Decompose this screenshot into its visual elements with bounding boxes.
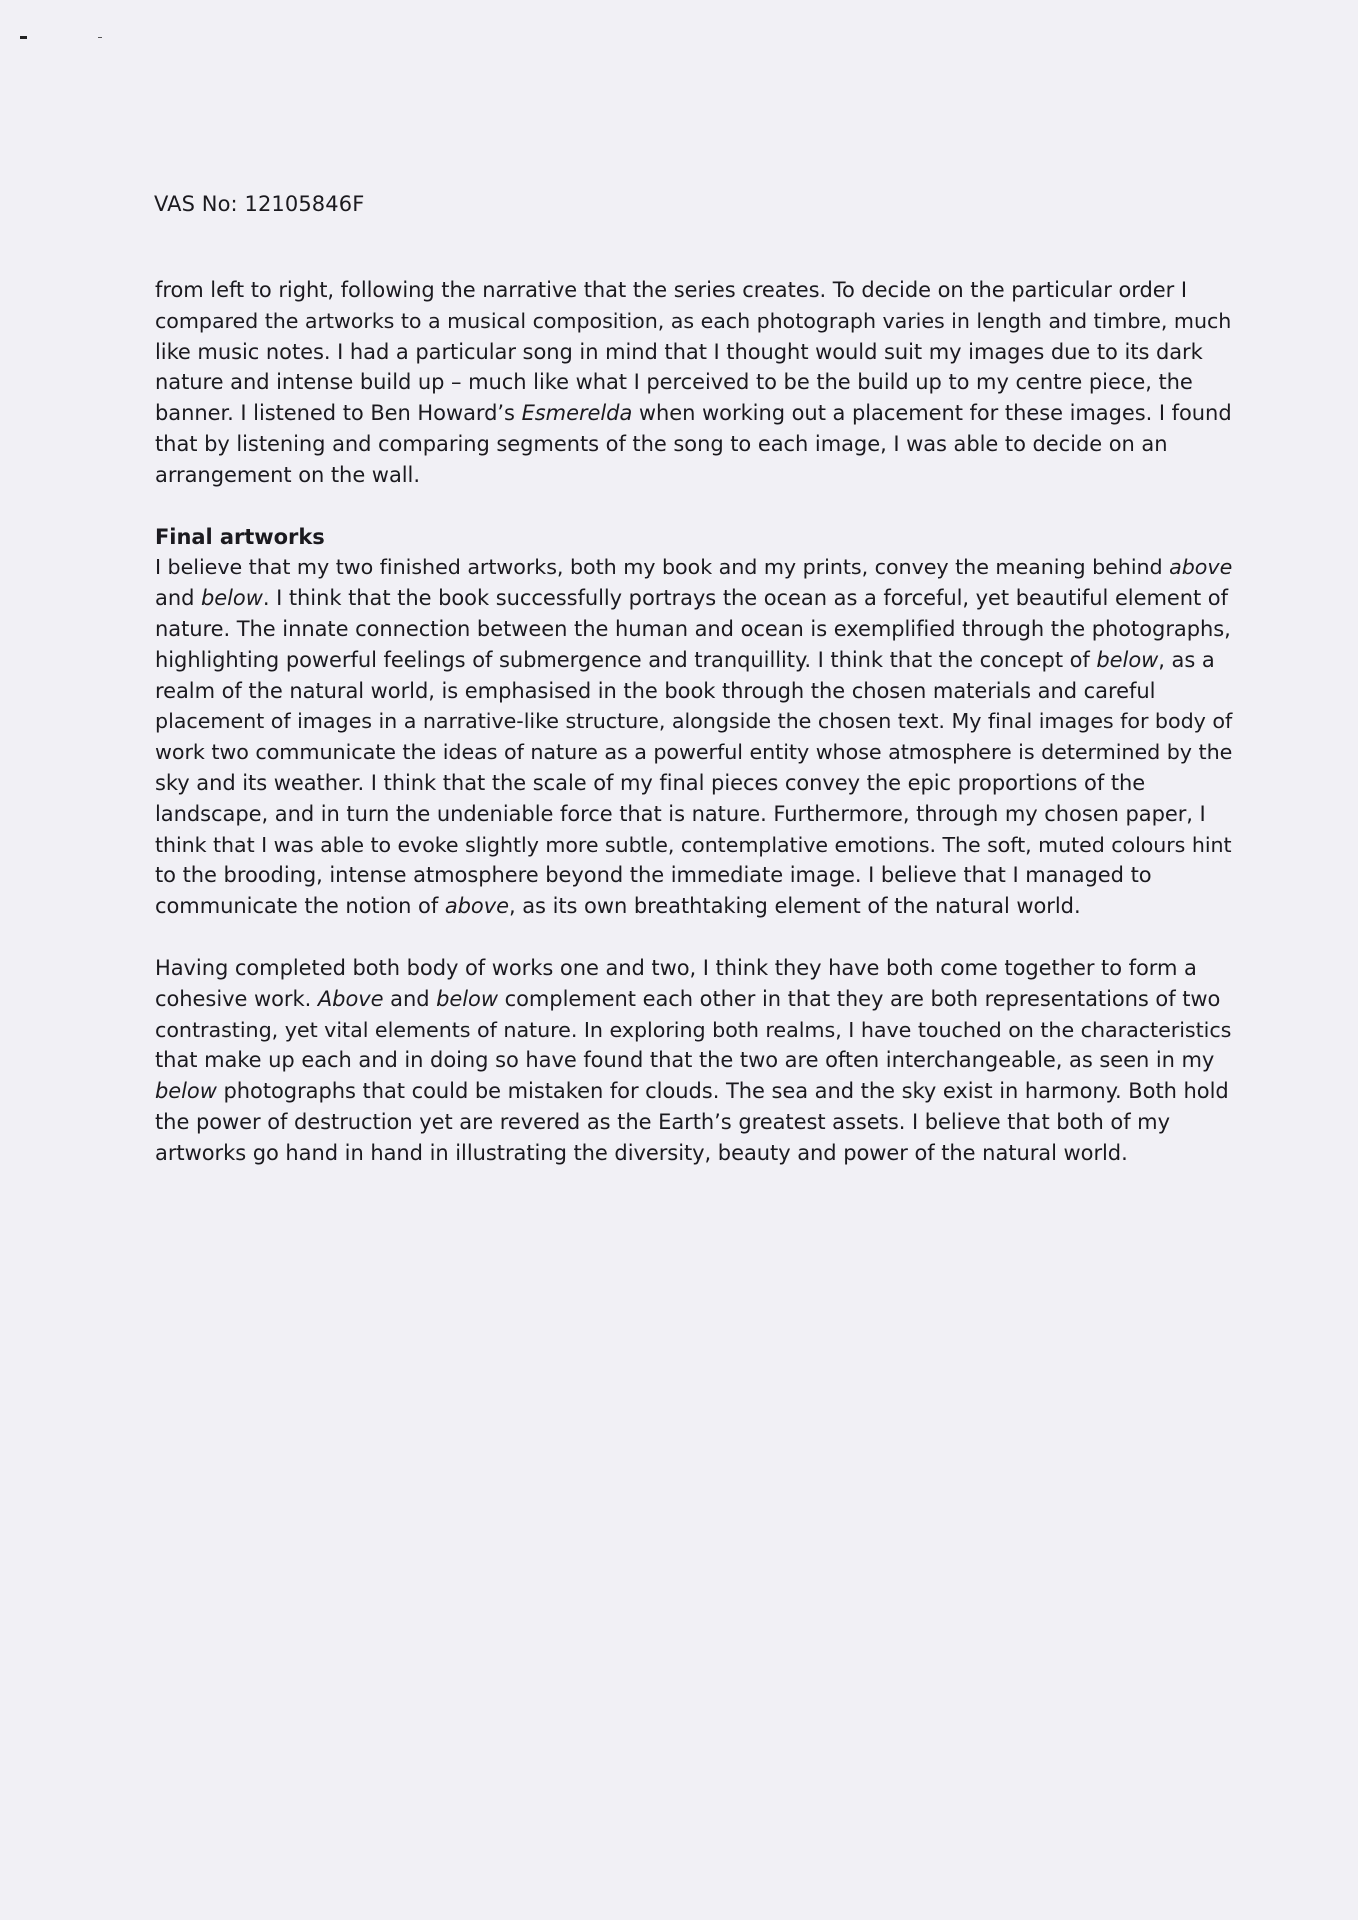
text-segment: and bbox=[155, 586, 201, 611]
scan-mark bbox=[20, 36, 27, 39]
italic-text: below bbox=[436, 986, 498, 1011]
italic-text: Esmerelda bbox=[521, 401, 633, 426]
document-body bbox=[155, 275, 1235, 1169]
text-segment: the power of destruction yet are revered as the Earth’s greatest assets. I believe that both of my bbox=[155, 1109, 1170, 1134]
text-segment: I believe that my two finished artworks, both my book and my prints, convey the meaning behind bbox=[155, 555, 1170, 580]
text-segment: landscape, and in turn the undeniable force that is nature. Furthermore, through my chosen paper, I bbox=[155, 801, 1206, 826]
text-line bbox=[155, 860, 1235, 891]
text-line bbox=[155, 1015, 1235, 1046]
text-line bbox=[155, 1076, 1235, 1107]
text-line bbox=[155, 460, 1235, 491]
text-segment: realm of the natural world, is emphasised in the book through the chosen materials and careful bbox=[155, 678, 1156, 703]
text-line bbox=[155, 891, 1235, 922]
text-line bbox=[155, 1045, 1235, 1076]
text-segment: when working out a placement for these images. I found bbox=[632, 401, 1232, 426]
text-segment: , as a bbox=[1158, 647, 1215, 672]
text-line bbox=[155, 676, 1235, 707]
text-segment: nature. The innate connection between the human and ocean is exemplified through the photographs, bbox=[155, 616, 1231, 641]
text-line bbox=[155, 984, 1235, 1015]
text-segment: banner. I listened to Ben Howard’s bbox=[155, 401, 522, 426]
text-segment: arrangement on the wall. bbox=[155, 462, 420, 487]
text-line bbox=[155, 306, 1235, 337]
text-segment: cohesive work. bbox=[155, 986, 318, 1011]
italic-text: below bbox=[155, 1079, 217, 1104]
text-line bbox=[155, 645, 1235, 676]
text-line bbox=[155, 398, 1235, 429]
text-segment: from left to right, following the narrative that the series creates. To decide on the particular order I bbox=[155, 278, 1187, 302]
text-segment: contrasting, yet vital elements of nature. In exploring both realms, I have touched on the characteristics bbox=[155, 1017, 1232, 1042]
text-segment: that by listening and comparing segments of the song to each image, I was able to decide on an bbox=[155, 431, 1168, 456]
text-line bbox=[155, 1107, 1235, 1138]
text-segment: complement each other in that they are both representations of two bbox=[497, 986, 1221, 1011]
text-line bbox=[155, 830, 1235, 861]
text-segment: , as its own breathtaking element of the natural world. bbox=[508, 894, 1081, 919]
text-line bbox=[155, 953, 1235, 984]
paragraph-gap bbox=[155, 922, 1235, 953]
paragraph bbox=[155, 275, 1235, 491]
italic-text: below bbox=[200, 586, 263, 611]
text-segment: nature and intense build up – much like what I perceived to be the build up to my centre piece, the bbox=[155, 370, 1193, 395]
italic-text: Above bbox=[317, 986, 384, 1011]
text-segment: work two communicate the ideas of nature as a powerful entity whose atmosphere is determined by the bbox=[155, 740, 1233, 765]
paragraph bbox=[155, 953, 1235, 1169]
italic-text: above bbox=[444, 894, 509, 919]
text-line bbox=[155, 337, 1235, 368]
italic-text: above bbox=[1169, 555, 1233, 580]
text-segment: artworks go hand in hand in illustrating the diversity, beauty and power of the natural world. bbox=[155, 1140, 1128, 1165]
text-segment: that make up each and in doing so have found that the two are often interchangeable, as seen in my bbox=[155, 1048, 1215, 1073]
text-segment: think that I was able to evoke slightly more subtle, contemplative emotions. The soft, muted colours hint bbox=[155, 832, 1232, 857]
scan-mark bbox=[98, 37, 102, 38]
text-line bbox=[155, 799, 1235, 830]
text-line bbox=[155, 367, 1235, 398]
paragraph bbox=[155, 522, 1235, 922]
text-line bbox=[155, 706, 1235, 737]
text-segment: and bbox=[383, 986, 437, 1011]
vas-number: VAS No: 12105846F bbox=[154, 192, 365, 216]
text-segment: to the brooding, intense atmosphere beyond the immediate image. I believe that I managed to bbox=[155, 863, 1152, 888]
text-segment: communicate the notion of bbox=[155, 894, 445, 919]
text-segment: sky and its weather. I think that the scale of my final pieces convey the epic proportions of the bbox=[155, 770, 1146, 795]
text-segment: placement of images in a narrative-like structure, alongside the chosen text. My final images for body of bbox=[155, 709, 1233, 734]
text-line bbox=[155, 429, 1235, 460]
text-segment: . I think that the book successfully portrays the ocean as a forceful, yet beautiful element of bbox=[262, 586, 1228, 611]
text-segment: Having completed both body of works one and two, I think they have both come together to form a bbox=[155, 955, 1197, 980]
text-line bbox=[155, 768, 1235, 799]
text-segment: photographs that could be mistaken for clouds. The sea and the sky exist in harmony. Both hold bbox=[216, 1079, 1229, 1104]
text-segment: compared the artworks to a musical composition, as each photograph varies in length and timbre, much bbox=[155, 308, 1232, 333]
section-heading: Final artworks bbox=[155, 524, 325, 549]
italic-text: below bbox=[1096, 647, 1159, 672]
text-line bbox=[155, 552, 1235, 583]
text-line bbox=[155, 737, 1235, 768]
text-segment: highlighting powerful feelings of submergence and tranquillity. I think that the concept of bbox=[155, 647, 1097, 672]
text-segment: like music notes. I had a particular song in mind that I thought would suit my images due to its dark bbox=[155, 339, 1203, 364]
text-line bbox=[155, 275, 1235, 306]
text-line bbox=[155, 614, 1235, 645]
text-line bbox=[155, 1138, 1235, 1169]
paragraph-gap bbox=[155, 491, 1235, 522]
text-line bbox=[155, 583, 1235, 614]
